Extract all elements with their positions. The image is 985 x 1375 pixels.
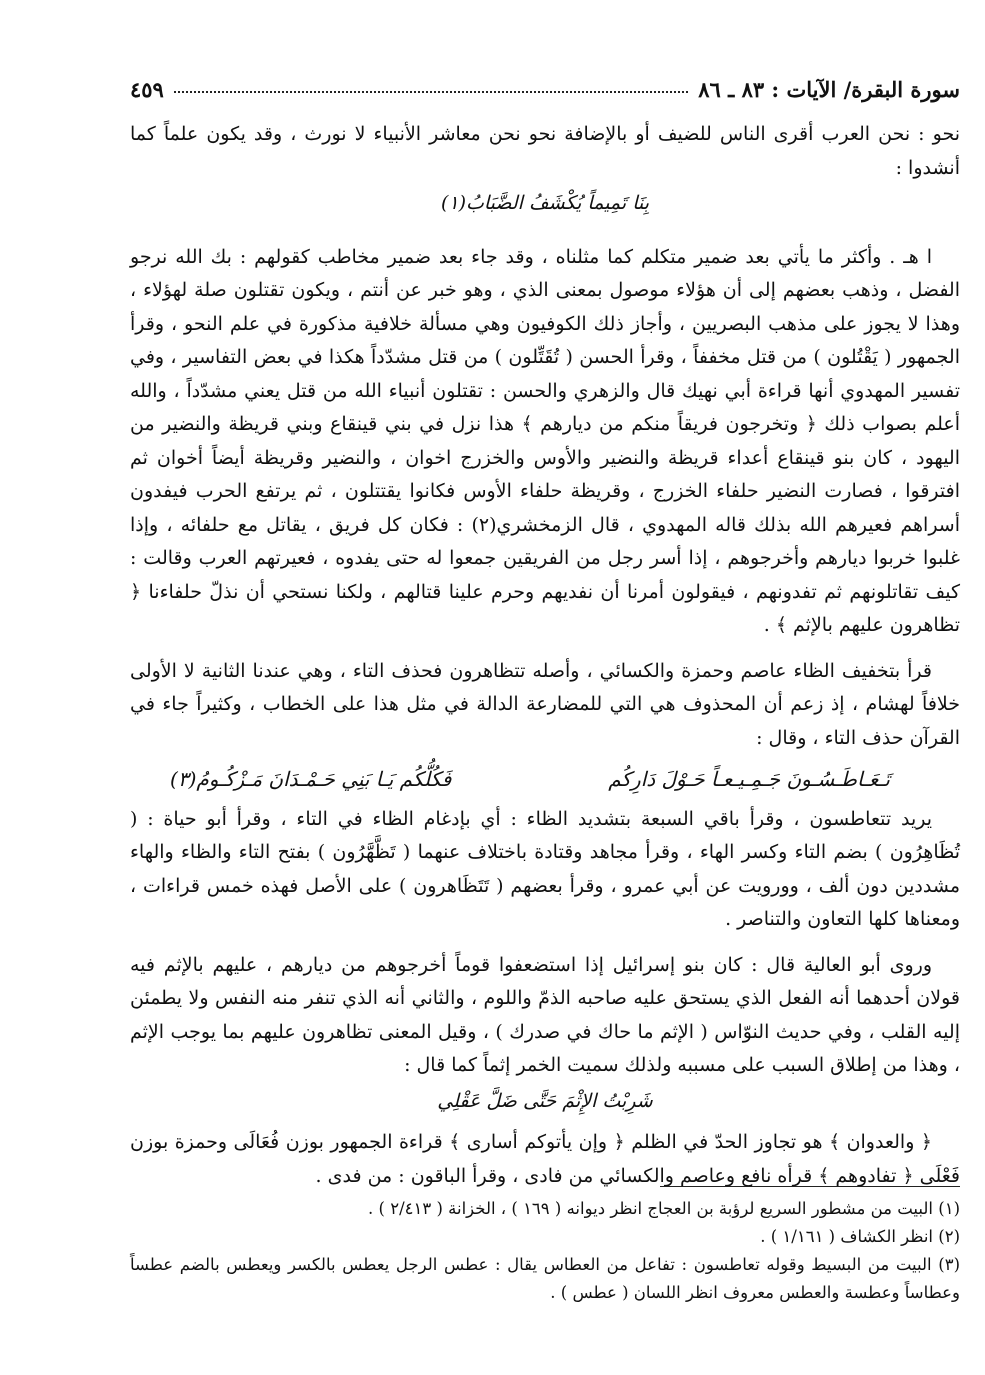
spacer <box>130 229 960 241</box>
main-text <box>130 118 960 1193</box>
spacer <box>130 643 960 655</box>
paragraph-3: قرأ بتخفيف الظاء عاصم وحمزة والكسائي ، وأصله تتظاهرون فحذف التاء ، وهي عندنا الثانية لا الأولى خلافاً لهشام ، إذ زعم أن المحذوف هي التي للمضارعة الدالة في مثل هذا على الخطاب ، وكثيراً جاء في القرآن حذف التاء ، وقال : <box>130 659 960 749</box>
surah-title: سورة البقرة/ الآيات : ٨٣ ـ ٨٦ <box>698 76 960 102</box>
paragraph-6: ﴿ والعدوان ﴾ هو تجاوز الحدّ في الظلم ﴿ وإن يأتوكم أسارى ﴾ قراءة الجمهور بوزن فُعَالَى وحمزة بوزن فَعْلَى ﴿ تفادوهم ﴾ قرأه نافع وعاصم والكسائي من فادى ، وقرأ الباقون : من فدى . <box>130 1131 960 1187</box>
page-header <box>130 72 960 106</box>
poem-hemistich-right: فَكُلُّكُم يَـا بَنِي حَـمْـدَانَ مَـزْكُـومُ(٣) <box>170 767 452 791</box>
page-number: ٤٥٩ <box>130 76 164 102</box>
footnote-3: (٣) البيت من البسيط وقوله تعاطسون : تفاعل من العطاس يقال : عطس الرجل يعطس بالكسر ويعطس بالضم عطساً وعطاساً وعطسة والعطس معروف انظر اللسان ( عطس ) . <box>130 1255 960 1302</box>
verse-quote-1: بِنَا تَمِيماً يُكْشَفُ الضَّبَابُ(١) <box>440 192 650 214</box>
poem-hemistich-left: تَـعَـاطَـسُـونَ جَـمِـيـعـاً حَـوْلَ دَارِكُم <box>608 767 890 791</box>
paragraph-4: يريد تتعاطسون ، وقرأ باقي السبعة بتشديد الظاء : أي بإدغام الظاء في التاء ، وقرأ أبو حياة : ( تُظَاهِرُون ) بضم التاء وكسر الهاء ، وقرأ مجاهد وقتادة باختلاف عنهما ( تَظَّهَّرُون ) بفتح التاء والظاء والهاء مشددين دون ألف ، وورويت عن أبي عمرو ، وقرأ بعضهم ( تَتَظَاهرون ) على الأصل فهذه خمس قراءات ، ومعناها كلها التعاون والتناصر . <box>130 807 960 930</box>
footnote-rule <box>660 1186 960 1187</box>
paragraph-1: نحو : نحن العرب أقرى الناس للضيف أو بالإضافة نحو نحن معاشر الأنبياء لا نورث ، وقد يكون علماً كما أنشدوا : <box>130 123 960 179</box>
paragraph-5: وروى أبو العالية قال : كان بنو إسرائيل إذا استضعفوا قوماً أخرجوهم من ديارهم ، عليهم بالإثم فيه قولان أحدهما أنه الفعل الذي يستحق عليه صاحبه الذمّ واللوم ، والثاني أنه الذي تنفر منه النفس ولا يطمئن إليه القلب ، وفي حديث النوّاس ( الإثم ما حاك في صدرك ) ، وقيل المعنى تظاهرون عليهم بما يوجب الإثم ، وهذا من إطلاق السبب على مسببه ولذلك سميت الخمر إثماً كما قال : <box>130 953 960 1076</box>
spacer <box>130 937 960 949</box>
paragraph-2: ا هـ . وأكثر ما يأتي بعد ضمير متكلم كما مثلناه ، وقد جاء بعد ضمير مخاطب كقولهم : بك الله نرجو الفضل ، وذهب بعضهم إلى أن هؤلاء موصول بمعنى الذي ، وهو خبر عن أنتم ، ويكون تقتلون صلة لهؤلاء ، وهذا لا يجوز على مذهب البصريين ، وأجاز ذلك الكوفيون وهي مسألة خلافية مذكورة في علم النحو ، وقرأ الجمهور ( يَقْتُلون ) من قتل مخففاً ، وقرأ الحسن ( تُقَتِّلون ) من قتل مشدّداً هكذا في بعض التفاسير ، وفي تفسير المهدوي أنها قراءة أبي نهيك قال والزهري والحسن : تقتلون أنبياء الله من قتل يعني مشدّداً ، والله أعلم بصواب ذلك ﴿ وتخرجون فريقاً منكم من ديارهم ﴾ هذا نزل في بني قينقاع وبني قريظة والنضير من اليهود ، كان بنو قينقاع أعداء قريظة والنضير والأوس والخزرج اخوان ، والنضير وقريظة أيضاً أخوان ثم افترقوا ، فصارت النضير حلفاء الخزرج ، وقريظة حلفاء الأوس فكانوا يقتتلون ، ثم يرتفع الحرب فيفدون أسراهم فعيرهم الله بذلك قاله المهدوي ، قال الزمخشري(٢) : فكان كل فريق ، يقاتل مع حلفائه ، وإذا غلبوا خربوا ديارهم وأخرجوهم ، إذا أسر رجل من الفريقين جمعوا له حتى يفدوه ، فعيرتهم العرب وقالت : كيف تقاتلونهم ثم تفدونهم ، فيقولون أمرنا أن نفديهم وحرم علينا قتالهم ، ولكنا نستحي أن نذلّ حلفاءنا ﴿ تظاهرون عليهم بالإثم ﴾ . <box>130 245 960 636</box>
footnotes <box>130 1186 960 1307</box>
dotted-leader <box>174 79 688 93</box>
footnote-1: (١) البيت من مشطور السريع لرؤبة بن العجاج انظر ديوانه ( ١٦٩ ) ، الخزانة ( ٢/٤١٣ ) . <box>368 1199 960 1218</box>
verse-quote-2: شَرِبْتُ الإِثْمَ حَتَّى ضَلَّ عَقْلِي <box>437 1089 653 1112</box>
poem-line <box>130 763 960 797</box>
footnote-2: (٢) انظر الكشاف ( ١/١٦١ ) . <box>760 1227 960 1246</box>
